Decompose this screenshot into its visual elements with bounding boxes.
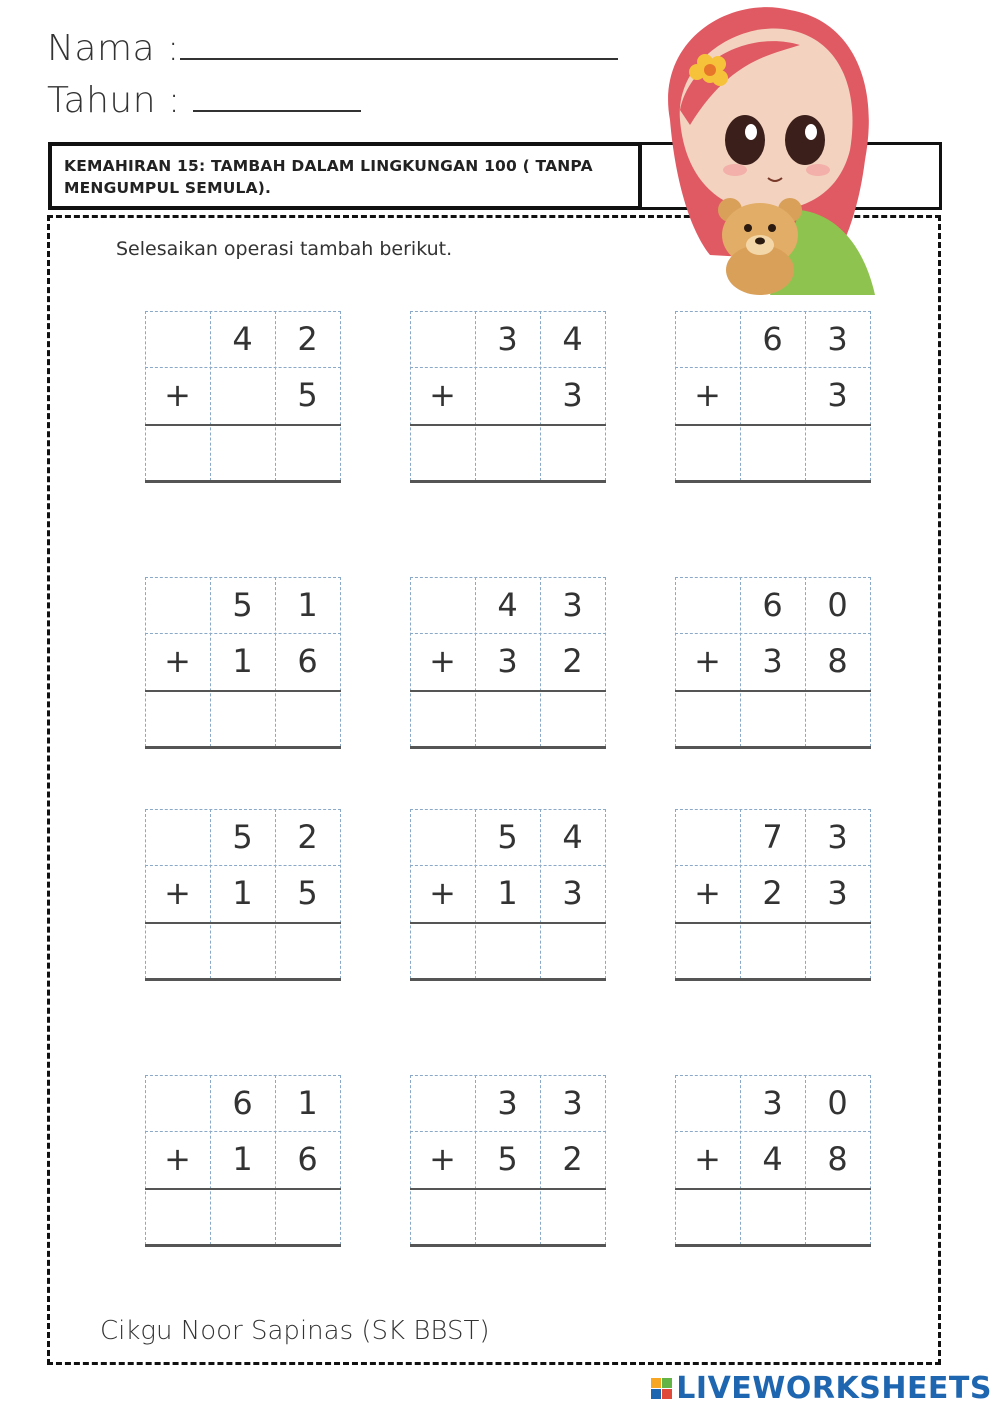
answer-hundreds-cell[interactable] [145, 689, 210, 745]
top-ones-digit: 2 [297, 818, 318, 856]
instruction-text: Selesaikan operasi tambah berikut. [116, 238, 453, 260]
answer-hundreds-cell[interactable] [675, 921, 740, 977]
answer-line [675, 746, 871, 749]
bottom-tens-digit [475, 367, 540, 423]
bottom-tens-digit: 1 [232, 642, 253, 680]
grid-line [340, 809, 341, 979]
bottom-tens-digit: 1 [497, 874, 518, 912]
answer-line [675, 1244, 871, 1247]
answer-hundreds-cell[interactable] [410, 921, 475, 977]
answer-hundreds-cell[interactable] [145, 921, 210, 977]
girl-with-bear-illustration [650, 0, 880, 295]
answer-tens-cell[interactable] [740, 423, 805, 479]
grid-line [340, 311, 341, 481]
plus-sign: + [429, 642, 456, 680]
bottom-ones-digit: 6 [297, 1140, 318, 1178]
plus-sign: + [694, 874, 721, 912]
bottom-tens-digit: 1 [232, 1140, 253, 1178]
top-ones-digit: 3 [827, 818, 848, 856]
answer-ones-cell[interactable] [540, 689, 605, 745]
bottom-tens-digit: 5 [497, 1140, 518, 1178]
answer-ones-cell[interactable] [540, 1187, 605, 1243]
grid-line [870, 809, 871, 979]
bottom-ones-digit: 2 [562, 642, 583, 680]
bottom-tens-digit: 3 [497, 642, 518, 680]
answer-line [410, 978, 606, 981]
answer-line [410, 480, 606, 483]
tahun-field[interactable] [47, 80, 361, 121]
brand-logo-icon [651, 1378, 672, 1399]
addition-problem [145, 809, 341, 985]
addition-problem [410, 809, 606, 985]
top-tens-digit: 5 [232, 818, 253, 856]
grid-line [605, 1075, 606, 1245]
top-tens-digit: 5 [497, 818, 518, 856]
top-ones-digit: 1 [297, 1084, 318, 1122]
tahun-input-line[interactable] [193, 80, 361, 112]
addition-problem [410, 1075, 606, 1251]
grid-line [870, 311, 871, 481]
skill-title-box [48, 142, 642, 210]
grid-line [870, 577, 871, 747]
teddy-bear-icon [718, 198, 802, 295]
answer-line [410, 1244, 606, 1247]
plus-sign: + [429, 874, 456, 912]
bottom-tens-digit [740, 367, 805, 423]
plus-sign: + [164, 642, 191, 680]
addition-problem [675, 577, 871, 753]
answer-ones-cell[interactable] [275, 423, 340, 479]
plus-sign: + [429, 376, 456, 414]
answer-tens-cell[interactable] [475, 689, 540, 745]
answer-hundreds-cell[interactable] [410, 1187, 475, 1243]
bottom-tens-digit: 4 [762, 1140, 783, 1178]
answer-line [145, 1244, 341, 1247]
plus-sign: + [164, 376, 191, 414]
nama-input-line[interactable] [180, 28, 618, 60]
bottom-ones-digit: 5 [297, 376, 318, 414]
answer-ones-cell[interactable] [805, 921, 870, 977]
answer-tens-cell[interactable] [475, 921, 540, 977]
bottom-tens-digit [210, 367, 275, 423]
bottom-ones-digit: 3 [827, 376, 848, 414]
addition-problem [410, 311, 606, 487]
addition-problem [145, 577, 341, 753]
grid-line [605, 577, 606, 747]
bottom-ones-digit: 2 [562, 1140, 583, 1178]
addition-problem [675, 809, 871, 985]
addition-problem [410, 577, 606, 753]
bottom-ones-digit: 6 [297, 642, 318, 680]
plus-sign: + [164, 874, 191, 912]
top-tens-digit: 3 [497, 1084, 518, 1122]
tahun-label: Tahun : [47, 80, 181, 121]
bottom-ones-digit: 8 [827, 1140, 848, 1178]
top-ones-digit: 3 [827, 320, 848, 358]
answer-tens-cell[interactable] [210, 423, 275, 479]
author-credit: Cikgu Noor Sapinas (SK BBST) [100, 1316, 490, 1346]
bottom-ones-digit: 3 [562, 874, 583, 912]
addition-problem [675, 311, 871, 487]
brand-text: LIVEWORKSHEETS [676, 1371, 992, 1406]
addition-problem [145, 311, 341, 487]
bottom-ones-digit: 3 [827, 874, 848, 912]
answer-line [675, 480, 871, 483]
top-tens-digit: 3 [497, 320, 518, 358]
top-tens-digit: 4 [497, 586, 518, 624]
answer-tens-cell[interactable] [210, 921, 275, 977]
answer-ones-cell[interactable] [275, 1187, 340, 1243]
bottom-tens-digit: 2 [762, 874, 783, 912]
answer-line [145, 746, 341, 749]
plus-sign: + [694, 376, 721, 414]
answer-hundreds-cell[interactable] [410, 689, 475, 745]
top-tens-digit: 6 [762, 586, 783, 624]
top-tens-digit: 3 [762, 1084, 783, 1122]
bottom-ones-digit: 5 [297, 874, 318, 912]
answer-tens-cell[interactable] [740, 689, 805, 745]
answer-tens-cell[interactable] [210, 1187, 275, 1243]
top-ones-digit: 4 [562, 320, 583, 358]
nama-field[interactable] [47, 28, 618, 69]
top-ones-digit: 3 [562, 586, 583, 624]
answer-tens-cell[interactable] [740, 1187, 805, 1243]
answer-ones-cell[interactable] [275, 689, 340, 745]
answer-ones-cell[interactable] [805, 689, 870, 745]
skill-title: KEMAHIRAN 15: TAMBAH DALAM LINGKUNGAN 100 ( TANPA MENGUMPUL SEMULA). [64, 157, 593, 197]
top-tens-digit: 7 [762, 818, 783, 856]
answer-hundreds-cell[interactable] [675, 689, 740, 745]
top-ones-digit: 3 [562, 1084, 583, 1122]
top-ones-digit: 0 [827, 1084, 848, 1122]
answer-tens-cell[interactable] [740, 921, 805, 977]
answer-hundreds-cell[interactable] [145, 1187, 210, 1243]
answer-line [145, 480, 341, 483]
grid-line [605, 809, 606, 979]
answer-ones-cell[interactable] [805, 423, 870, 479]
top-tens-digit: 4 [232, 320, 253, 358]
answer-ones-cell[interactable] [540, 423, 605, 479]
top-tens-digit: 6 [232, 1084, 253, 1122]
answer-tens-cell[interactable] [210, 689, 275, 745]
answer-line [675, 978, 871, 981]
top-ones-digit: 0 [827, 586, 848, 624]
top-ones-digit: 2 [297, 320, 318, 358]
answer-hundreds-cell[interactable] [145, 423, 210, 479]
nama-label: Nama : [47, 28, 180, 69]
answer-line [145, 978, 341, 981]
bottom-ones-digit: 3 [562, 376, 583, 414]
answer-tens-cell[interactable] [475, 423, 540, 479]
top-tens-digit: 5 [232, 586, 253, 624]
answer-ones-cell[interactable] [805, 1187, 870, 1243]
top-tens-digit: 6 [762, 320, 783, 358]
top-ones-digit: 1 [297, 586, 318, 624]
answer-line [410, 746, 606, 749]
plus-sign: + [694, 1140, 721, 1178]
liveworksheets-logo [651, 1371, 992, 1406]
answer-hundreds-cell[interactable] [675, 423, 740, 479]
grid-line [340, 577, 341, 747]
plus-sign: + [429, 1140, 456, 1178]
grid-line [340, 1075, 341, 1245]
plus-sign: + [164, 1140, 191, 1178]
top-ones-digit: 4 [562, 818, 583, 856]
answer-ones-cell[interactable] [275, 921, 340, 977]
grid-line [870, 1075, 871, 1245]
bottom-tens-digit: 3 [762, 642, 783, 680]
answer-hundreds-cell[interactable] [675, 1187, 740, 1243]
answer-hundreds-cell[interactable] [410, 423, 475, 479]
plus-sign: + [694, 642, 721, 680]
bottom-tens-digit: 1 [232, 874, 253, 912]
bottom-ones-digit: 8 [827, 642, 848, 680]
answer-ones-cell[interactable] [540, 921, 605, 977]
answer-tens-cell[interactable] [475, 1187, 540, 1243]
grid-line [605, 311, 606, 481]
addition-problem [675, 1075, 871, 1251]
addition-problem [145, 1075, 341, 1251]
